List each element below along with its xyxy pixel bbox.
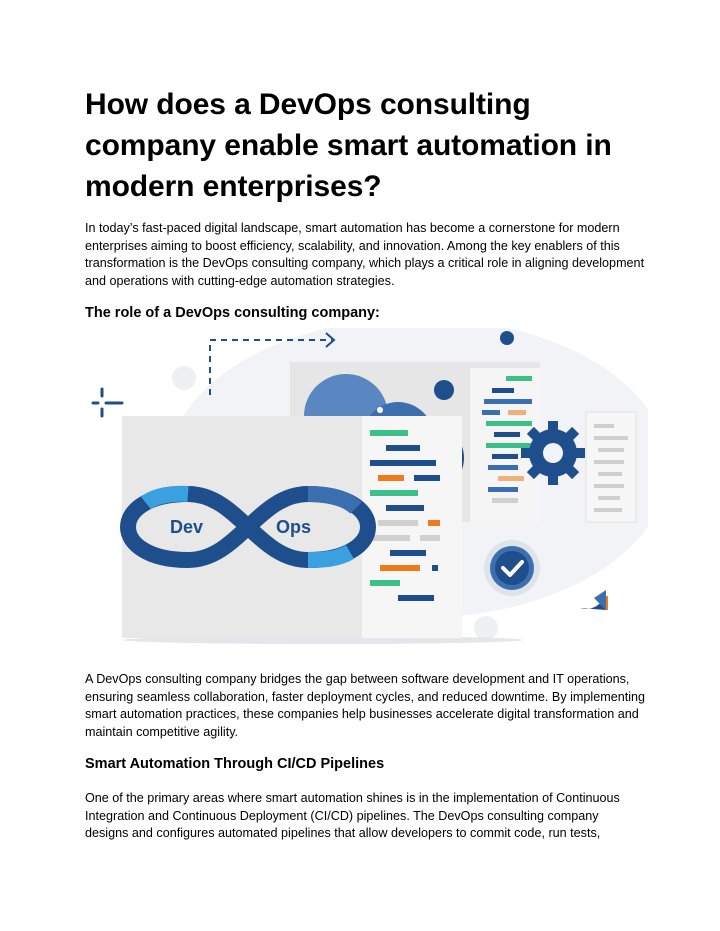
gear-icon xyxy=(521,421,585,485)
cicd-paragraph: One of the primary areas where smart automation shines is in the implementation of Continuous Integration and Continuous Deployment (CI/CD) pipelines. The DevOps consulting company designs and configures automated pipelines that allow developers to commit code, run tests, xyxy=(85,791,620,841)
crosshair-icon xyxy=(93,389,122,416)
logo-ops-text: Ops xyxy=(276,517,312,537)
article-title: How does a DevOps consulting company enable smart automation in modern enterprises? xyxy=(85,88,612,203)
intro-paragraph: In today’s fast-paced digital landscape, smart automation has become a cornerstone for modern enterprises aiming to boost efficiency, scalability, and innovation. Among the key enablers of this transformation is the DevOps consulting company, which plays a critical role in aligning development and operations with cutting-edge automation strategies. xyxy=(85,221,645,288)
role-paragraph: A DevOps consulting company bridges the gap between software development and IT operations, ensuring seamless collaboration, faster deployment cycles, and reduced downtime. By implementing smart automation practices, these companies help businesses accelerate digital transformation and maintain competitive agility. xyxy=(85,672,646,739)
section-heading-cicd: Smart Automation Through CI/CD Pipelines xyxy=(85,756,385,772)
logo-dev-text: Dev xyxy=(170,517,204,537)
section-heading-role: The role of a DevOps consulting company: xyxy=(85,305,380,321)
check-badge-icon xyxy=(484,540,540,596)
devops-illustration xyxy=(88,328,648,653)
